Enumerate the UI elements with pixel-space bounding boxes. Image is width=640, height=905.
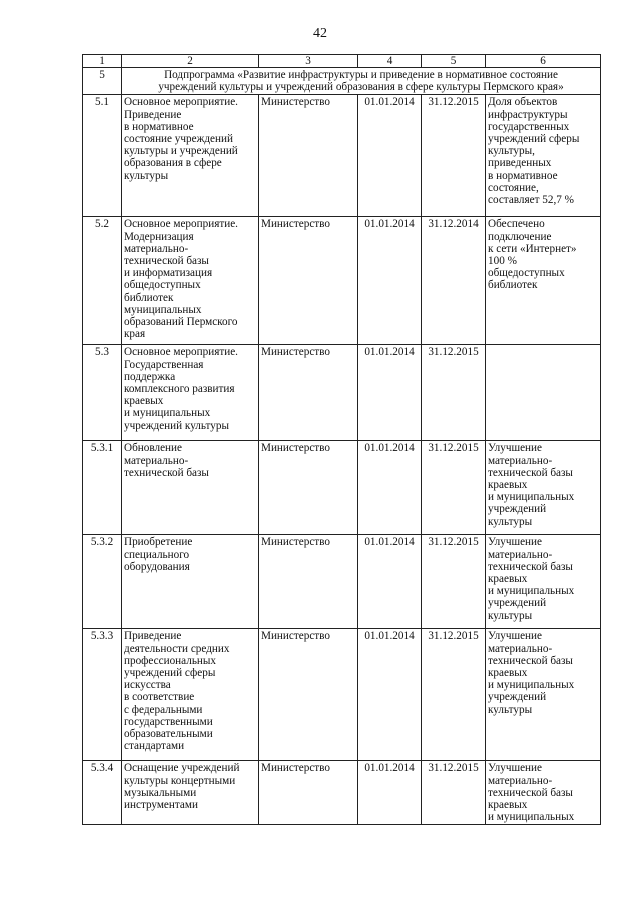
row-number: 5.3 <box>83 345 122 441</box>
column-header: 2 <box>122 55 259 68</box>
executor: Министерство <box>259 535 358 629</box>
expected-result-line: и муниципальных <box>488 585 575 598</box>
activities-table <box>82 54 601 825</box>
expected-result <box>486 629 601 761</box>
activity-description-line: Обновление <box>124 442 182 455</box>
activity-description-line: Основное мероприятие. <box>124 218 238 231</box>
activity-description <box>122 345 259 441</box>
table-row <box>83 535 601 629</box>
expected-result <box>486 761 601 825</box>
table-row <box>83 441 601 535</box>
expected-result-line: приведенных <box>488 157 552 170</box>
subprogram-number: 5 <box>83 68 122 95</box>
subprogram-title <box>122 68 601 95</box>
activity-description-line: профессиональных <box>124 654 217 667</box>
activity-description-line: краевых <box>124 395 164 408</box>
activity-description-line: муниципальных <box>124 303 202 316</box>
expected-result <box>486 217 601 345</box>
expected-result-line: подключение <box>488 230 552 243</box>
expected-result <box>486 535 601 629</box>
row-number: 5.2 <box>83 217 122 345</box>
activity-description-line: оборудования <box>124 560 190 573</box>
activity-description-line: Основное мероприятие. <box>124 346 238 359</box>
activity-description-line: Государственная <box>124 358 204 371</box>
activity-description-line: Основное мероприятие. <box>124 96 238 109</box>
activity-description-line: учреждений культуры <box>124 419 230 432</box>
executor: Министерство <box>259 95 358 217</box>
activity-description-line: технической базы <box>124 255 209 268</box>
expected-result-line: учреждений <box>488 503 547 516</box>
executor: Министерство <box>259 217 358 345</box>
activity-description-line: поддержка <box>124 370 176 383</box>
activity-description-line: деятельности средних <box>124 642 230 655</box>
activity-description-line: Модернизация <box>124 230 194 243</box>
activity-description <box>122 535 259 629</box>
executor: Министерство <box>259 629 358 761</box>
expected-result-line: Улучшение <box>488 762 542 775</box>
start-date: 01.01.2014 <box>358 629 422 761</box>
activity-description-line: и информатизация <box>124 267 213 280</box>
table-row <box>83 345 601 441</box>
subprogram-title-line: Подпрограмма «Развитие инфраструктуры и приведение в нормативное состояние <box>164 69 558 81</box>
activity-description-line: стандартами <box>124 740 185 753</box>
start-date: 01.01.2014 <box>358 441 422 535</box>
start-date: 01.01.2014 <box>358 217 422 345</box>
expected-result-line: библиотек <box>488 279 538 292</box>
activity-description-line: культуры концертными <box>124 774 236 787</box>
table-row <box>83 95 601 217</box>
activity-description-line: инструментами <box>124 799 198 812</box>
activity-description-line: Приведение <box>124 108 182 121</box>
expected-result-line: учреждений <box>488 597 547 610</box>
activity-description-line: культуры и учреждений <box>124 145 238 158</box>
activity-description-line: образования в сфере <box>124 157 222 170</box>
expected-result-line: краевых <box>488 573 528 586</box>
activity-description-line: Оснащение учреждений <box>124 762 240 775</box>
end-date: 31.12.2015 <box>422 95 486 217</box>
expected-result-line: учреждений <box>488 691 547 704</box>
row-number: 5.3.4 <box>83 761 122 825</box>
activity-description-line: в нормативное <box>124 120 194 133</box>
expected-result-line: к сети «Интернет» <box>488 242 577 255</box>
activity-description-line: культуры <box>124 169 169 182</box>
expected-result-line: Улучшение <box>488 442 542 455</box>
row-number: 5.1 <box>83 95 122 217</box>
activity-description-line: края <box>124 328 146 341</box>
activity-description-line: библиотек <box>124 291 174 304</box>
start-date: 01.01.2014 <box>358 95 422 217</box>
expected-result-line: краевых <box>488 667 528 680</box>
end-date: 31.12.2015 <box>422 535 486 629</box>
column-header-row <box>83 55 601 68</box>
end-date: 31.12.2014 <box>422 217 486 345</box>
executor: Министерство <box>259 441 358 535</box>
activity-description-line: с федеральными <box>124 703 203 716</box>
expected-result-line: Улучшение <box>488 630 542 643</box>
start-date: 01.01.2014 <box>358 761 422 825</box>
expected-result-line: материально- <box>488 454 553 467</box>
activity-description-line: материально- <box>124 454 189 467</box>
expected-result-line: и муниципальных <box>488 811 575 824</box>
activity-description-line: и муниципальных <box>124 407 211 420</box>
activity-description-line: специального <box>124 548 190 561</box>
expected-result-line: учреждений сферы <box>488 133 580 146</box>
expected-result-line: технической базы <box>488 654 573 667</box>
expected-result-line: государственных <box>488 120 570 133</box>
activity-description-line: комплексного развития <box>124 383 235 396</box>
page-number: 42 <box>313 26 327 41</box>
expected-result-line: состояние, <box>488 181 539 194</box>
executor: Министерство <box>259 345 358 441</box>
activity-description-line: искусства <box>124 679 171 692</box>
expected-result <box>486 441 601 535</box>
column-header: 6 <box>486 55 601 68</box>
column-header: 3 <box>259 55 358 68</box>
expected-result-line: 100 % <box>488 255 517 268</box>
row-number: 5.3.2 <box>83 535 122 629</box>
expected-result-line: Улучшение <box>488 536 542 549</box>
activity-description-line: музыкальными <box>124 786 197 799</box>
activity-description <box>122 629 259 761</box>
table-row <box>83 217 601 345</box>
column-header: 5 <box>422 55 486 68</box>
expected-result-line: культуры, <box>488 145 535 158</box>
activity-description-line: технической базы <box>124 466 209 479</box>
expected-result-line: культуры <box>488 515 533 528</box>
start-date: 01.01.2014 <box>358 345 422 441</box>
expected-result-line: культуры <box>488 609 533 622</box>
activity-description <box>122 761 259 825</box>
expected-result-line: технической базы <box>488 466 573 479</box>
activity-description-line: общедоступных <box>124 279 201 292</box>
activity-description-line: Приобретение <box>124 536 193 549</box>
activity-description-line: образовательными <box>124 728 213 741</box>
activity-description-line: Приведение <box>124 630 182 643</box>
end-date: 31.12.2015 <box>422 345 486 441</box>
expected-result-line: краевых <box>488 479 528 492</box>
expected-result-line: материально- <box>488 774 553 787</box>
column-header: 4 <box>358 55 422 68</box>
table-row <box>83 761 601 825</box>
expected-result-line: общедоступных <box>488 267 565 280</box>
activity-description-line: образований Пермского <box>124 316 238 329</box>
end-date: 31.12.2015 <box>422 761 486 825</box>
expected-result-line: культуры <box>488 703 533 716</box>
expected-result-line: Обеспечено <box>488 218 545 231</box>
expected-result-line: и муниципальных <box>488 491 575 504</box>
activity-description-line: состояние учреждений <box>124 133 233 146</box>
expected-result-line: материально- <box>488 548 553 561</box>
activity-description-line: государственными <box>124 715 213 728</box>
subprogram-row <box>83 68 601 95</box>
activity-description <box>122 441 259 535</box>
activity-description <box>122 217 259 345</box>
expected-result <box>486 95 601 217</box>
expected-result-line: инфраструктуры <box>488 108 568 121</box>
expected-result-line: технической базы <box>488 560 573 573</box>
column-header: 1 <box>83 55 122 68</box>
table-row <box>83 629 601 761</box>
activity-description-line: в соответствие <box>124 691 195 704</box>
expected-result-line: Доля объектов <box>488 96 558 109</box>
expected-result-line: материально- <box>488 642 553 655</box>
activity-description-line: учреждений сферы <box>124 667 216 680</box>
row-number: 5.3.3 <box>83 629 122 761</box>
end-date: 31.12.2015 <box>422 441 486 535</box>
subprogram-title-line: учреждений культуры и учреждений образования в сфере культуры Пермского края» <box>158 81 564 94</box>
expected-result-line: и муниципальных <box>488 679 575 692</box>
expected-result-line: технической базы <box>488 786 573 799</box>
start-date: 01.01.2014 <box>358 535 422 629</box>
end-date: 31.12.2015 <box>422 629 486 761</box>
expected-result <box>486 345 601 441</box>
expected-result-line: составляет 52,7 % <box>488 194 575 207</box>
expected-result-line: в нормативное <box>488 169 558 182</box>
row-number: 5.3.1 <box>83 441 122 535</box>
activity-description <box>122 95 259 217</box>
executor: Министерство <box>259 761 358 825</box>
activity-description-line: материально- <box>124 242 189 255</box>
expected-result-line: краевых <box>488 799 528 812</box>
